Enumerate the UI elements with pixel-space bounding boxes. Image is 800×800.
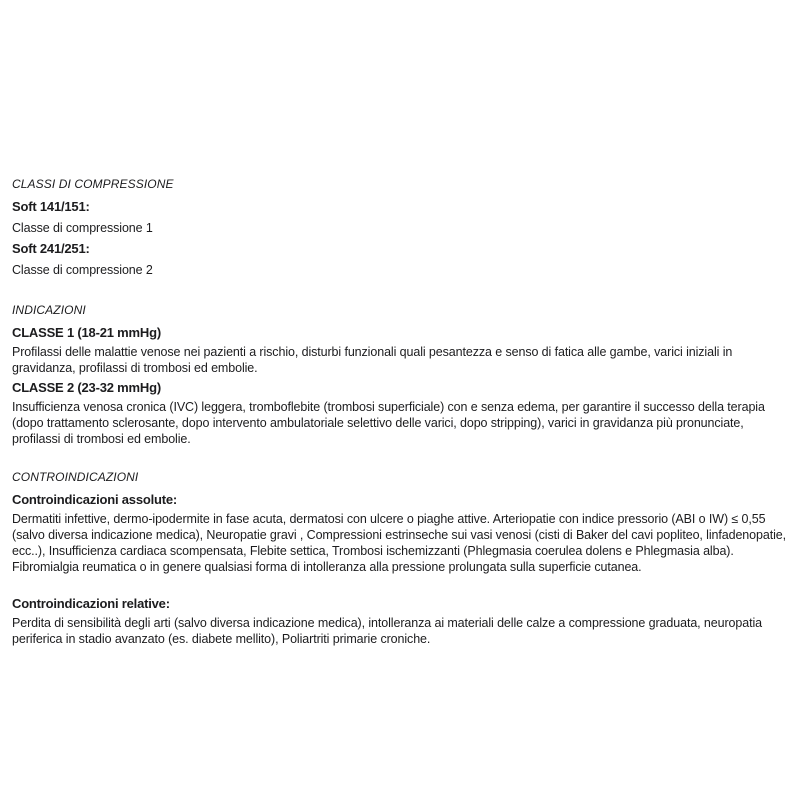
indications-title: INDICAZIONI (12, 303, 86, 317)
indication-class-2-heading: CLASSE 2 (23-32 mmHg) (12, 380, 161, 395)
contraindications-absolute-body: Dermatiti infettive, dermo-ipodermite in fase acuta, dermatosi con ulcere o piaghe attive. Arteriopatie con indice pressorio (ABI o IW) ≤ 0,55 (salvo diversa indicazione medica), Neuropatie gravi , Compressioni estrinseche sui vasi venosi (cisti di Baker del cavi popliteo, linfadenopatie, ecc..), Insufficienza cardiaca scompensata, Flebite settica, Trombosi ischemizzanti (Phlegmasia coerulea dolens e Phlegmasia alba). Fibromialgia reumatica o in genere qualsiasi forma di intolleranza alla pressione prolungata sulla superficie cutanea. (12, 512, 786, 574)
section-indications (12, 302, 792, 447)
indication-class-2-body: Insufficienza venosa cronica (IVC) leggera, tromboflebite (trombosi superficiale) con e senza edema, per garantire il successo della terapia (dopo trattamento sclerosante, dopo intervento ambulatoriale selettivo delle varici, dopo stripping), varici in gravidanza più pronunciate, profilassi di trombosi ed embolie. (12, 400, 765, 446)
product-label-soft-141-151: Soft 141/151: (12, 199, 90, 214)
contraindications-relative-heading: Controindicazioni relative: (12, 596, 170, 611)
compression-class-2-value: Classe di compressione 2 (12, 263, 153, 277)
compression-classes-title: CLASSI DI COMPRESSIONE (12, 177, 174, 191)
contraindications-absolute-heading: Controindicazioni assolute: (12, 492, 178, 507)
indication-class-1-body: Profilassi delle malattie venose nei pazienti a rischio, disturbi funzionali quali pesantezza e senso di fatica alle gambe, varici iniziali in gravidanza, profilassi di trombosi ed embolie. (12, 345, 733, 375)
product-label-soft-241-251: Soft 241/251: (12, 241, 90, 256)
compression-class-1-value: Classe di compressione 1 (12, 221, 153, 235)
contraindications-title: CONTROINDICAZIONI (12, 470, 139, 484)
contraindications-relative-body: Perdita di sensibilità degli arti (salvo diversa indicazione medica), intolleranza ai materiali delle calze a compressione graduata, neuropatia periferica in stadio avanzato (es. diabete mellito), Poliartriti primarie croniche. (12, 616, 762, 646)
section-compression-classes (12, 176, 792, 278)
indication-class-1-heading: CLASSE 1 (18-21 mmHg) (12, 325, 161, 340)
section-contraindications (12, 469, 792, 647)
